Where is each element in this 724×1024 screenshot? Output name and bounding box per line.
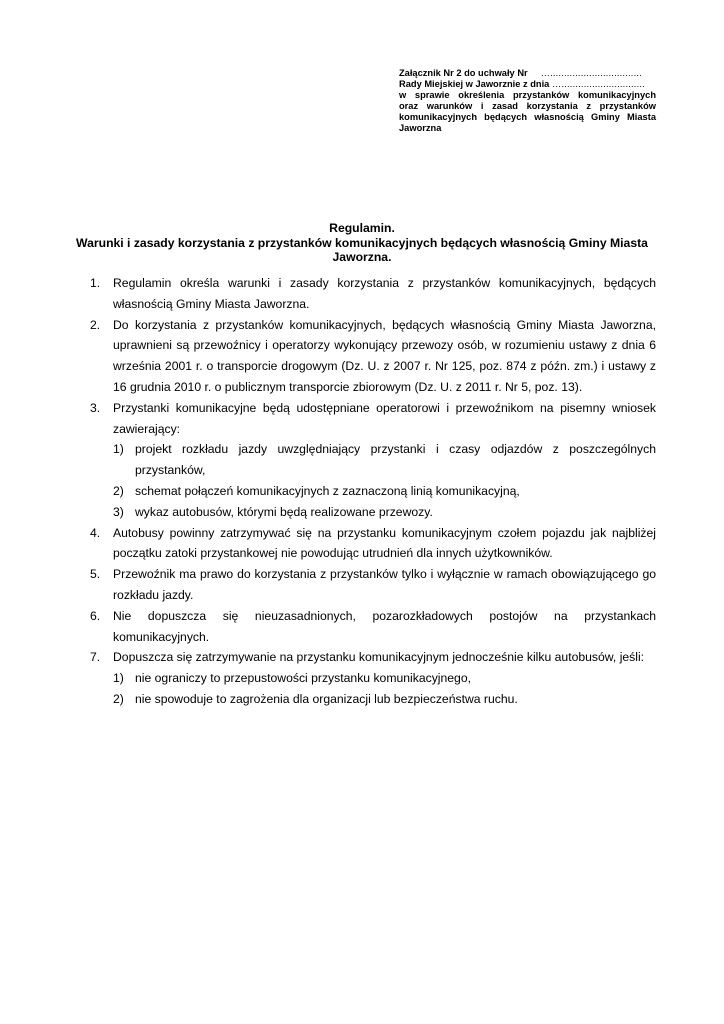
item-text: Nie dopuszcza się nieuzasadnionych, pozarozkładowych postojów na przystankach komunikacyjnych. bbox=[113, 608, 656, 644]
attachment-note-line2-text: Rady Miejskiej w Jaworznie z dnia bbox=[399, 79, 550, 89]
sub-list-item bbox=[113, 668, 656, 689]
sub-item-number: 1) bbox=[113, 671, 124, 686]
sub-item-text: schemat połączeń komunikacyjnych z zaznaczoną linią komunikacyjną, bbox=[135, 483, 520, 498]
list-item bbox=[85, 647, 656, 709]
sub-item-number: 3) bbox=[113, 504, 124, 519]
item-text: Przystanki komunikacyjne będą udostępniane operatorowi i przewoźnikom na pisemny wniosek zawierający: bbox=[113, 400, 656, 436]
sub-item-text: nie ograniczy to przepustowości przystanku komunikacyjnego, bbox=[135, 671, 472, 686]
item-number: 1. bbox=[90, 276, 101, 290]
item-number: 2. bbox=[90, 317, 101, 332]
attachment-note-line1-dots: …................................. bbox=[540, 68, 642, 78]
sub-item-text: nie spowoduje to zagrożenia dla organizacji lub bezpieczeństwa ruchu. bbox=[135, 691, 518, 706]
sub-list-item bbox=[113, 481, 656, 502]
sub-item-number: 2) bbox=[113, 483, 124, 498]
attachment-note-line4: oraz warunków i zasad korzystania z przystanków bbox=[399, 101, 656, 111]
list-item bbox=[85, 315, 656, 398]
attachment-note-line3: w sprawie określenia przystanków komunikacyjnych bbox=[399, 90, 656, 100]
item-text: Do korzystania z przystanków komunikacyjnych, będących własnością Gminy Miasta Jaworzna, uprawnieni są przewoźnicy i operatorzy wykonujący przewozy osób, w rozumieniu ustawy z dnia 6 września 2001 r. o transporcie drogowym (Dz. U. z 2007 r. Nr 125, poz. 874 z późn. zm.) i ustawy z 16 grudnia 2010 r. o publicznym transporcie zbiorowym (Dz. U. z 2011 r. Nr 5, poz. 13). bbox=[113, 317, 656, 394]
sub-list bbox=[113, 439, 656, 522]
item-number: 7. bbox=[90, 650, 101, 665]
list-item bbox=[85, 398, 656, 523]
attachment-note bbox=[399, 68, 656, 134]
attachment-note-line1-text: Załącznik Nr 2 do uchwały Nr bbox=[399, 68, 528, 78]
list-item bbox=[85, 606, 656, 648]
list-item bbox=[85, 564, 656, 606]
list-item bbox=[85, 523, 656, 565]
item-number: 3. bbox=[90, 400, 101, 415]
attachment-note-line1 bbox=[399, 68, 656, 79]
item-text: Regulamin określa warunki i zasady korzystania z przystanków komunikacyjnych, będących własnością Gminy Miasta Jaworzna. bbox=[113, 276, 656, 311]
attachment-note-line2 bbox=[399, 79, 656, 90]
regulation-list bbox=[85, 273, 656, 710]
item-text: Dopuszcza się zatrzymywanie na przystanku komunikacyjnym jednocześnie kilku autobusów, jeśli: bbox=[113, 650, 645, 665]
sub-item-number: 2) bbox=[113, 691, 124, 706]
item-number: 6. bbox=[90, 608, 101, 623]
item-number: 4. bbox=[90, 525, 101, 540]
list-item bbox=[85, 273, 656, 315]
attachment-note-line6: Jaworzna bbox=[399, 123, 442, 133]
attachment-note-line5: komunikacyjnych będących własnością Gminy Miasta bbox=[399, 112, 656, 122]
item-text: Przewoźnik ma prawo do korzystania z przystanków tylko i wyłącznie w ramach obowiązującego go rozkładu jazdy. bbox=[113, 567, 656, 602]
title-line2: Warunki i zasady korzystania z przystanków komunikacyjnych będących własnością Gminy Miasta bbox=[76, 235, 648, 250]
attachment-note-line2-dots: ….............................. bbox=[551, 79, 645, 89]
sub-list-item bbox=[113, 689, 656, 710]
title-line1: Regulamin. bbox=[329, 221, 395, 235]
title-line3: Jaworzna. bbox=[332, 250, 392, 265]
sub-list-item bbox=[113, 502, 656, 523]
sub-list-item bbox=[113, 439, 656, 481]
sub-list bbox=[113, 668, 656, 710]
sub-item-number: 1) bbox=[113, 442, 124, 457]
item-number: 5. bbox=[90, 567, 101, 582]
item-text: Autobusy powinny zatrzymywać się na przystanku komunikacyjnym czołem pojazdu jak najbliżej początku zatoki przystankowej nie powodując utrudnień dla innych użytkowników. bbox=[113, 525, 656, 561]
sub-item-text: projekt rozkładu jazdy uwzględniający przystanki i czasy odjazdów z poszczególnych przystanków, bbox=[135, 442, 656, 478]
document-title bbox=[60, 221, 664, 265]
sub-item-text: wykaz autobusów, którymi będą realizowane przewozy. bbox=[135, 504, 433, 519]
